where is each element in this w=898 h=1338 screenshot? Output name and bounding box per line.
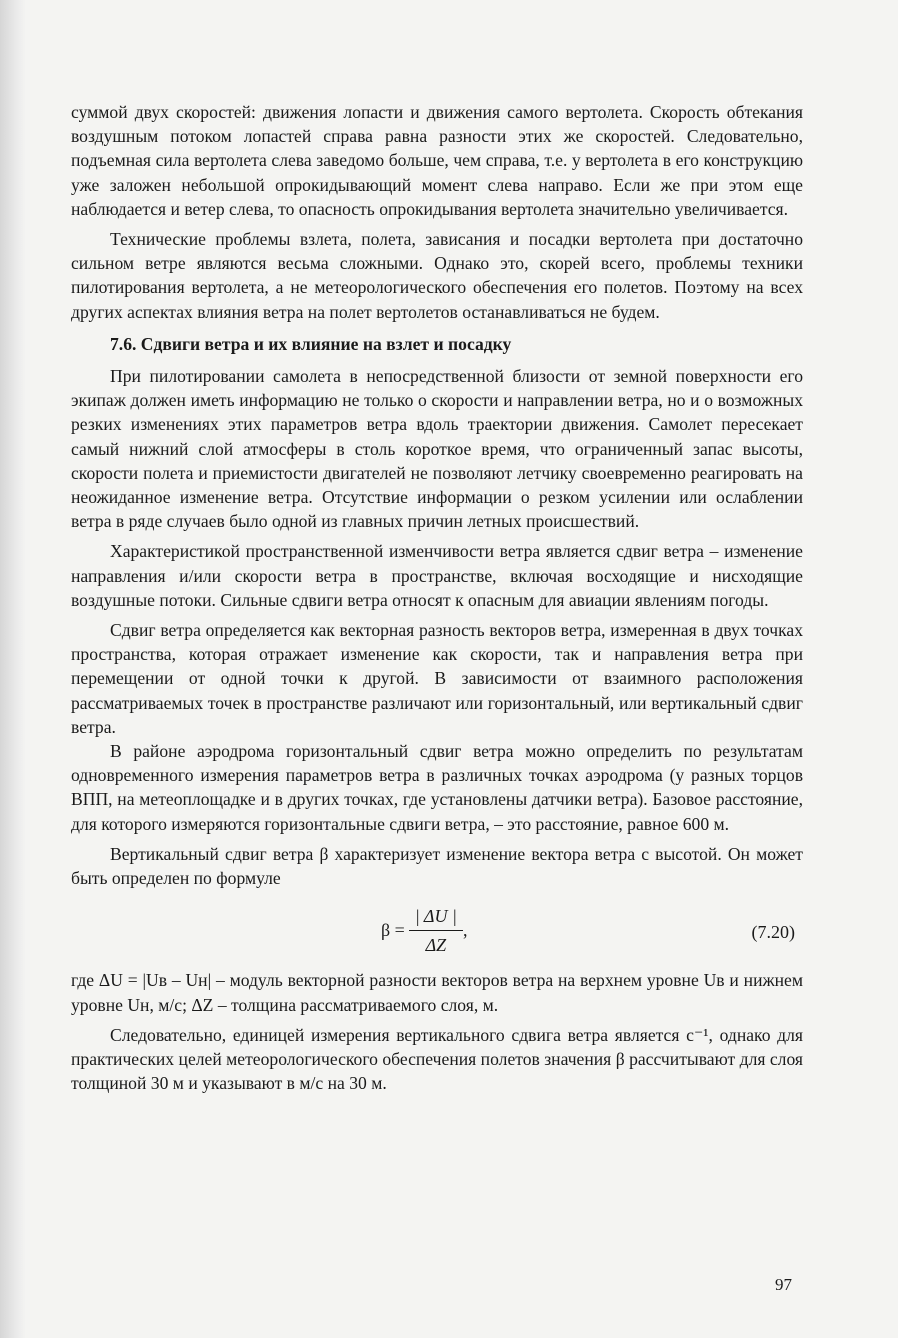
page-spine-shadow xyxy=(0,0,26,1338)
formula-denominator: ΔZ xyxy=(425,934,447,955)
formula xyxy=(381,904,467,956)
paragraph-1: суммой двух скоростей: движения лопасти и движения самого вертолета. Скорость обтекания воздушным потоком лопастей справа равна разности этих же скоростей. Следовательно, подъемная сила вертолета слева заведомо больше, чем справа, т.е. у вертолета в его конструкцию уже заложен небольшой опрокидывающий момент слева направо. Если же при этом еще наблюдается и ветер слева, то опасность опрокидывания вертолета значительно увеличивается. xyxy=(71,102,803,219)
page-body xyxy=(71,100,803,1095)
paragraph-4: Характеристикой пространственной изменчивости ветра является сдвиг ветра – изменение направления и/или скорости ветра в пространстве, включая восходящие и нисходящие воздушные потоки. Сильные сдвиги ветра относят к опасным для авиации явлениям погоды. xyxy=(71,541,803,610)
paragraph-9: Следовательно, единицей измерения вертикального сдвига ветра является с⁻¹, однако для практических целей метеорологического обеспечения полетов значения β рассчитывают для слоя толщиной 30 м и указывают в м/с на 30 м. xyxy=(71,1024,803,1094)
page-number: 97 xyxy=(775,1275,792,1294)
paragraph-3: При пилотировании самолета в непосредственной близости от земной поверхности его экипаж должен иметь информацию не только о скорости и направлении ветра, но и о возможных резких изменениях этих параметров ветра вдоль траектории движения. Самолет пересекает самый нижний слой атмосферы в столь короткое время, что ограниченный запас высоты, скорости полета и приемистости двигателей не позволяют летчику своевременно реагировать на неожиданное изменение ветра. Отсутствие информации о резком усилении или ослаблении ветра в ряде случаев было одной из главных причин летных происшествий. xyxy=(71,366,803,532)
paragraph-5: Сдвиг ветра определяется как векторная разность векторов ветра, измеренная в двух точках пространства, которая отражает изменение как скорости, так и направления ветра при перемещении от одной точки к другой. В зависимости от взаимного расположения рассматриваемых точек в пространстве различают или горизонтальный, или вертикальный сдвиг ветра. xyxy=(71,620,803,737)
equation-number: (7.20) xyxy=(751,922,795,943)
formula-numerator: | ΔU | xyxy=(409,904,463,930)
paragraph-8: где ΔU = |Uв – Uн| – модуль векторной разности векторов ветра на верхнем уровне Uв и нижнем уровне Uн, м/с; ΔZ – толщина рассматриваемого слоя, м. xyxy=(71,970,803,1015)
section-heading: 7.6. Сдвиги ветра и их влияние на взлет и посадку xyxy=(110,333,512,354)
paragraph-2: Технические проблемы взлета, полета, зависания и посадки вертолета при достаточно сильном ветре являются весьма сложными. Однако это, скорей всего, проблемы техники пилотирования вертолета, а не метеорологического обеспечения его полетов. Поэтому на всех других аспектах влияния ветра на полет вертолетов останавливаться не будем. xyxy=(71,229,803,322)
paragraph-7: Вертикальный сдвиг ветра β характеризует изменение вектора ветра с высотой. Он может быть определен по формуле xyxy=(71,843,803,889)
formula-lhs: β = xyxy=(381,920,405,941)
formula-comma: , xyxy=(462,920,468,941)
paragraph-6: В районе аэродрома горизонтальный сдвиг ветра можно определить по результатам одновременного измерения параметров ветра в различных точках аэродрома (у разных торцов ВПП, на метеоплощадке и в других точках, где установлены датчики ветра). Базовое расстояние, для которого измеряются горизонтальные сдвиги ветра, – это расстояние, равное 600 м. xyxy=(71,741,803,834)
formula-block xyxy=(71,896,803,968)
formula-fraction xyxy=(409,904,463,956)
